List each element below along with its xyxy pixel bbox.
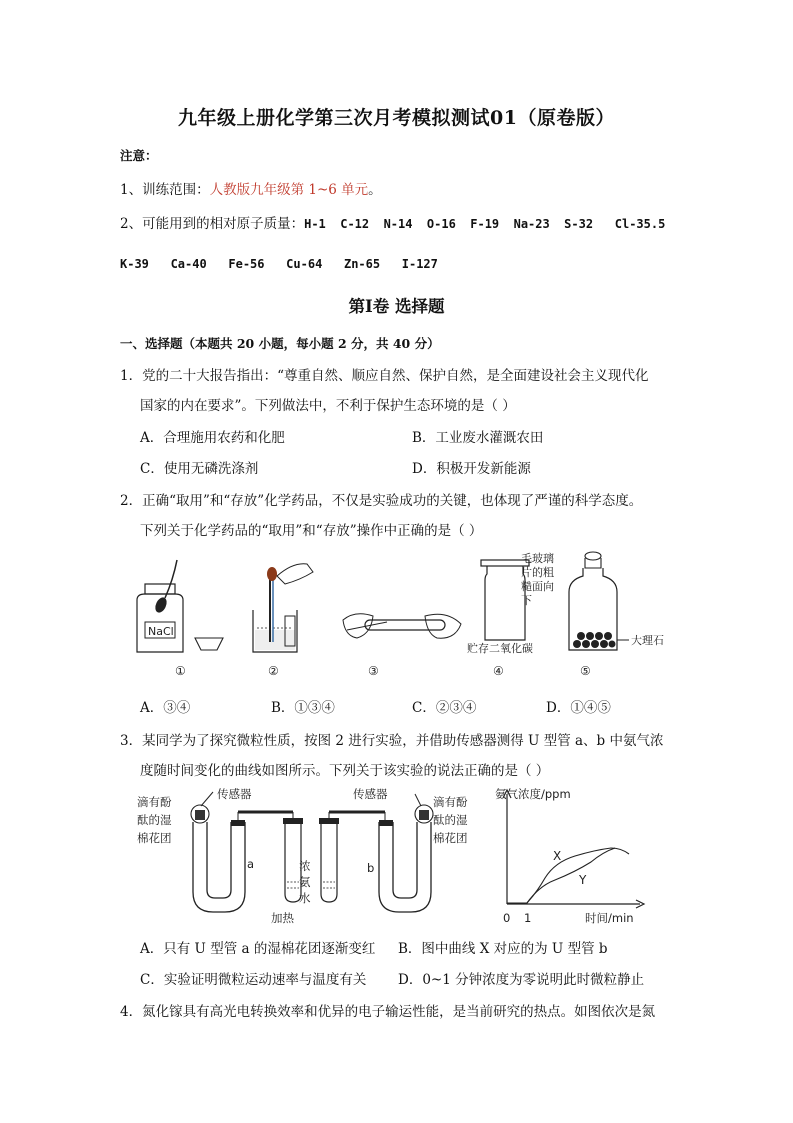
test-tube-hands-diagram (343, 614, 461, 678)
q3-figure (135, 782, 680, 932)
nacl-label: NaCl (148, 625, 174, 638)
sensor-left-label: 传感器 (217, 787, 252, 801)
tube-b-label: b (367, 861, 375, 875)
x-axis-label: 时间/min (585, 911, 634, 925)
masses-line1: H-1 C-12 N-14 O-16 F-19 Na-23 S-32 Cl-35.5 (304, 217, 666, 231)
cotton-left-1: 滴有酚 (137, 795, 172, 809)
q2-option-d: D．①④⑤ (546, 700, 611, 716)
heat-label: 加热 (271, 911, 294, 925)
curve-x-label: X (553, 849, 562, 863)
curve-y-line (527, 848, 615, 903)
part-heading: 一、选择题（本题共 20 小题，每小题 2 分，共 40 分） (120, 336, 440, 351)
ammonia-left-3: 水 (299, 891, 311, 905)
cotton-right-3: 棉花团 (433, 831, 468, 845)
u-tube-b-diagram (319, 787, 468, 912)
notice-label: 注意： (120, 148, 158, 163)
q3-option-d: D．0~1 分钟浓度为零说明此时微粒静止 (398, 972, 645, 988)
glass-note-4: 下 (521, 594, 532, 607)
marble-label: 大理石 (631, 634, 664, 647)
y-axis-label: 氨气浓度/ppm (495, 787, 571, 801)
q3-option-a: A．只有 U 型管 a 的湿棉花团逐渐变红 (140, 941, 376, 957)
note-masses-label: 2、可能用到的相对原子质量： (120, 216, 305, 232)
x-tick-1: 1 (524, 911, 532, 925)
q3-option-b: B．图中曲线 X 对应的为 U 型管 b (398, 941, 608, 957)
cotton-right-2: 酞的湿 (433, 813, 468, 827)
cotton-left-3: 棉花团 (137, 831, 172, 845)
cotton-right-1: 滴有酚 (433, 795, 468, 809)
co2-jar-diagram (467, 551, 554, 678)
page-title: 九年级上册化学第三次月考模拟测试01（原卷版） (178, 107, 615, 129)
ammonia-left-1: 浓 (299, 859, 311, 873)
q2-figure (125, 550, 685, 680)
q2-line1: 2．正确“取用”和“存放”化学药品，不仅是实验成功的关键，也体现了严谨的科学态度。 (120, 493, 643, 509)
q2-line2: 下列关于化学药品的“取用”和“存放”操作中正确的是（ ） (140, 523, 483, 539)
fig-num-2: ② (268, 664, 279, 678)
marble-jar-diagram (569, 552, 664, 678)
masses-line2: K-39 Ca-40 Fe-56 Cu-64 Zn-65 I-127 (120, 257, 438, 271)
note-scope-prefix: 1、训练范围： (120, 182, 210, 198)
note-masses (120, 212, 665, 232)
curve-x-line (507, 848, 629, 903)
note-scope-suffix: 。 (368, 182, 382, 198)
q1-option-d: D．积极开发新能源 (412, 461, 531, 477)
fig-num-3: ③ (368, 664, 379, 678)
fig-num-1: ① (175, 664, 186, 678)
q1-line2: 国家的内在要求”。下列做法中，不利于保护生态环境的是（ ） (140, 398, 516, 414)
sensor-right-label: 传感器 (353, 787, 388, 801)
section-title: 第Ⅰ卷 选择题 (348, 297, 445, 316)
u-tube-a-diagram (137, 787, 311, 925)
dropper-diagram (253, 564, 313, 678)
q4-line1: 4．氮化镓具有高光电转换效率和优异的电子输运性能，是当前研究的热点。如图依次是氮 (120, 1004, 656, 1020)
q2-option-a: A．③④ (140, 700, 191, 716)
curve-y-label: Y (579, 873, 587, 887)
fig-num-5: ⑤ (580, 664, 591, 678)
q2-option-b: B．①③④ (271, 700, 335, 716)
ammonia-left-2: 氨 (299, 875, 311, 889)
q1-option-a: A．合理施用农药和化肥 (140, 430, 285, 446)
q3-line1: 3．某同学为了探究微粒性质，按图 2 进行实验，并借助传感器测得 U 型管 a、b 中氨气浓 (120, 733, 664, 749)
glass-note-3: 糙面向 (521, 580, 554, 593)
q2-option-c: C．②③④ (412, 700, 477, 716)
glass-note-1: 毛玻璃 (521, 552, 554, 565)
co2-label: 贮存二氧化碳 (467, 642, 533, 655)
q1-line1: 1．党的二十大报告指出：“尊重自然、顺应自然、保护自然，是全面建设社会主义现代化 (120, 368, 649, 384)
concentration-graph (495, 787, 644, 925)
fig-num-4: ④ (493, 664, 504, 678)
q3-option-c: C．实验证明微粒运动速率与温度有关 (140, 972, 367, 988)
tube-a-label: a (247, 857, 255, 871)
note-scope (120, 178, 382, 198)
glass-note-2: 片的粗 (521, 566, 554, 579)
q3-line2: 度随时间变化的曲线如图所示。下列关于该实验的说法正确的是（ ） (140, 763, 550, 779)
nacl-bottle-diagram (137, 560, 223, 678)
q1-option-c: C．使用无磷洗涤剂 (140, 461, 259, 477)
x-tick-0: 0 (503, 911, 511, 925)
cotton-left-2: 酞的湿 (137, 813, 172, 827)
note-scope-range: 人教版九年级第 1~6 单元 (209, 182, 369, 198)
q1-option-b: B．工业废水灌溉农田 (412, 430, 544, 446)
